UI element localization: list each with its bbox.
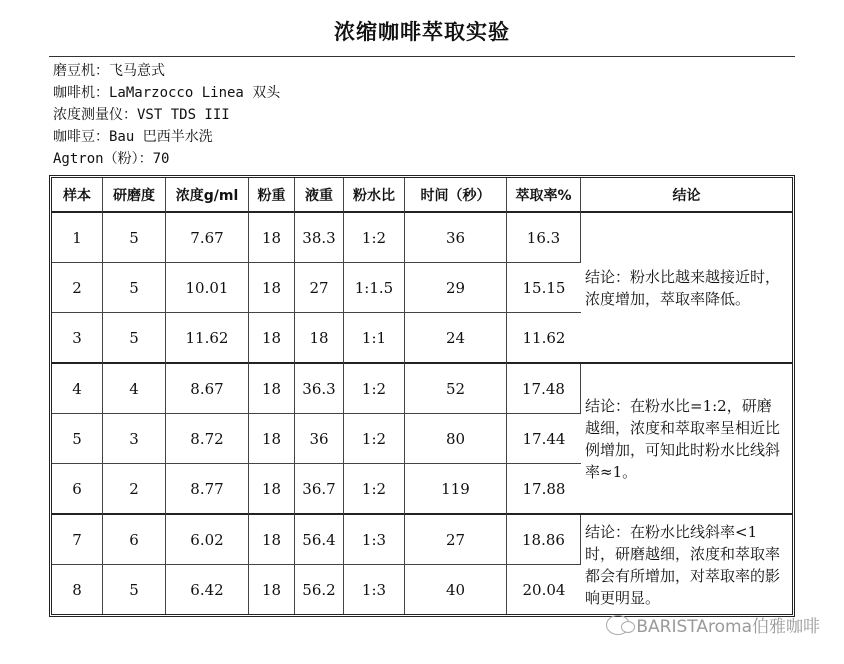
cell-ratio: 1:2: [344, 364, 405, 414]
header-conclusion: 结论: [581, 178, 792, 213]
cell-time: 36: [405, 213, 507, 263]
conclusion-group-1: 结论：粉水比越来越接近时，浓度增加，萃取率降低。: [581, 213, 792, 364]
watermark-text: BARISTAroma伯雅咖啡: [636, 617, 820, 637]
cell-extraction: 16.3: [507, 213, 581, 263]
cell-dose: 18: [249, 313, 295, 364]
cell-grind: 4: [103, 364, 166, 414]
cell-extraction: 17.48: [507, 364, 581, 414]
cell-sample: 3: [52, 313, 103, 364]
cell-dose: 18: [249, 364, 295, 414]
meta-beans: 咖啡豆：Bau 巴西半水洗: [53, 129, 213, 145]
extraction-table: [49, 175, 795, 617]
cell-ratio: 1:2: [344, 213, 405, 263]
cell-yield: 36.3: [295, 364, 344, 414]
cell-dose: 18: [249, 414, 295, 464]
cell-ratio: 1:1: [344, 313, 405, 364]
cell-ratio: 1:1.5: [344, 263, 405, 313]
cell-ratio: 1:3: [344, 565, 405, 614]
cell-yield: 18: [295, 313, 344, 364]
cell-concentration: 10.01: [166, 263, 249, 313]
cell-ratio: 1:2: [344, 414, 405, 464]
watermark: [606, 612, 820, 637]
cell-grind: 2: [103, 464, 166, 515]
cell-time: 119: [405, 464, 507, 515]
cell-concentration: 7.67: [166, 213, 249, 263]
meta-tds-meter: 浓度测量仪：VST TDS III: [53, 107, 230, 123]
cell-ratio: 1:2: [344, 464, 405, 515]
cell-dose: 18: [249, 464, 295, 515]
conclusion-group-3: 结论：在粉水比线斜率<1时，研磨越细，浓度和萃取率都会有所增加，对萃取率的影响更明显。: [585, 522, 781, 607]
cell-concentration: 11.62: [166, 313, 249, 364]
cell-dose: 18: [249, 263, 295, 313]
cell-sample: 7: [52, 515, 103, 565]
header-extraction: 萃取率%: [507, 178, 581, 213]
cell-time: 80: [405, 414, 507, 464]
title-divider: [49, 56, 795, 57]
cell-time: 29: [405, 263, 507, 313]
cell-concentration: 6.42: [166, 565, 249, 614]
cell-sample: 6: [52, 464, 103, 515]
table-row: [52, 364, 792, 414]
page-title: 浓缩咖啡萃取实验: [334, 20, 510, 44]
cell-yield: 56.2: [295, 565, 344, 614]
cell-concentration: 8.72: [166, 414, 249, 464]
header-ratio: 粉水比: [344, 178, 405, 213]
cell-extraction: 17.44: [507, 414, 581, 464]
table-header-row: [52, 178, 792, 213]
cell-concentration: 8.77: [166, 464, 249, 515]
meta-machine: 咖啡机：LaMarzocco Linea 双头: [53, 85, 281, 101]
header-concentration: 浓度g/ml: [166, 178, 249, 213]
equipment-info: [53, 60, 280, 170]
cell-grind: 3: [103, 414, 166, 464]
cell-yield: 36.7: [295, 464, 344, 515]
header-yield: 液重: [295, 178, 344, 213]
cell-sample: 1: [52, 213, 103, 263]
cell-dose: 18: [249, 565, 295, 614]
header-grind: 研磨度: [103, 178, 166, 213]
table-row: [52, 515, 792, 565]
meta-agtron: Agtron（粉）：70: [53, 151, 170, 167]
cell-sample: 8: [52, 565, 103, 614]
cell-concentration: 6.02: [166, 515, 249, 565]
cell-concentration: 8.67: [166, 364, 249, 414]
cell-sample: 5: [52, 414, 103, 464]
wechat-icon: [606, 615, 630, 635]
conclusion-group-2: 结论：在粉水比=1:2，研磨越细，浓度和萃取率呈相近比例增加，可知此时粉水比线斜率≈1。: [581, 364, 792, 515]
cell-grind: 5: [103, 213, 166, 263]
cell-dose: 18: [249, 213, 295, 263]
cell-yield: 36: [295, 414, 344, 464]
table-row: [52, 213, 792, 263]
cell-grind: 6: [103, 515, 166, 565]
cell-extraction: 18.86: [507, 515, 581, 565]
cell-time: 40: [405, 565, 507, 614]
cell-extraction: 15.15: [507, 263, 581, 313]
cell-extraction: 17.88: [507, 464, 581, 515]
meta-grinder: 磨豆机：飞马意式: [53, 63, 165, 79]
cell-yield: 27: [295, 263, 344, 313]
cell-ratio: 1:3: [344, 515, 405, 565]
cell-sample: 4: [52, 364, 103, 414]
cell-yield: 38.3: [295, 213, 344, 263]
cell-yield: 56.4: [295, 515, 344, 565]
header-time: 时间（秒）: [405, 178, 507, 213]
cell-extraction: 11.62: [507, 313, 581, 364]
cell-grind: 5: [103, 263, 166, 313]
cell-grind: 5: [103, 313, 166, 364]
cell-time: 52: [405, 364, 507, 414]
header-sample: 样本: [52, 178, 103, 213]
cell-time: 24: [405, 313, 507, 364]
header-dose: 粉重: [249, 178, 295, 213]
cell-extraction: 20.04: [522, 580, 566, 599]
cell-sample: 2: [52, 263, 103, 313]
cell-grind: 5: [103, 565, 166, 614]
cell-time: 27: [405, 515, 507, 565]
cell-dose: 18: [249, 515, 295, 565]
